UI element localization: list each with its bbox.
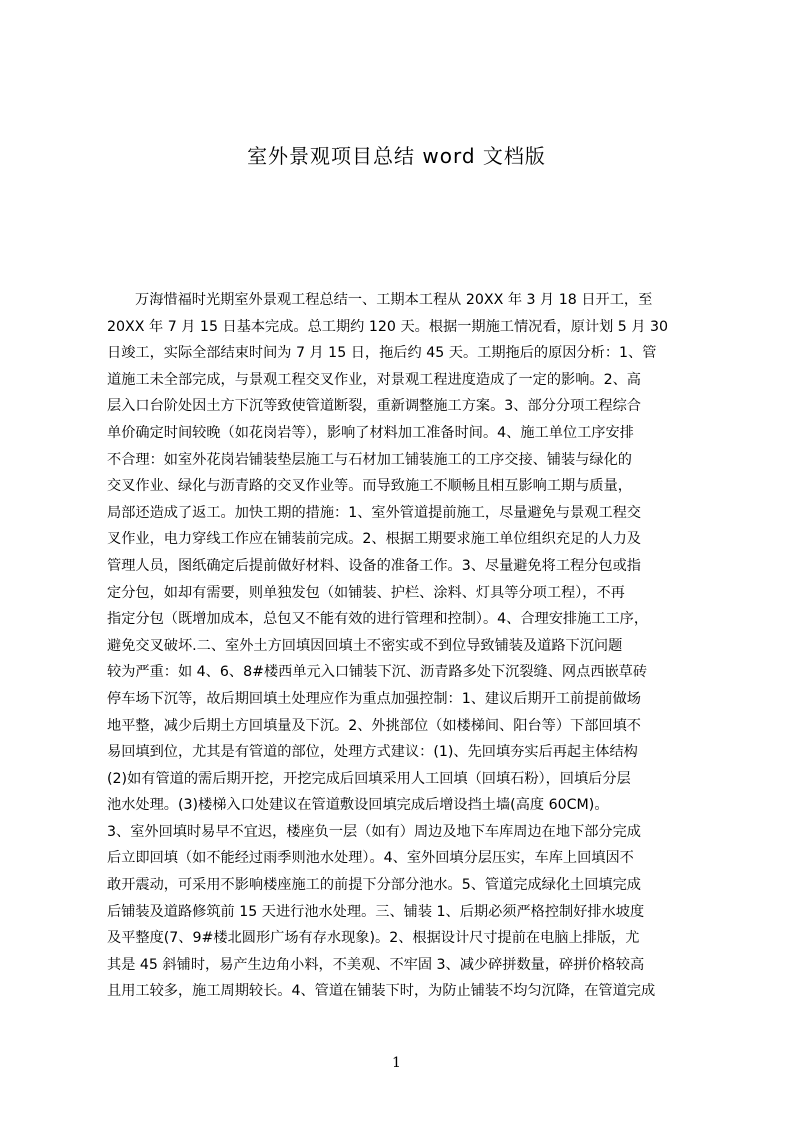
body-line: 不合理：如室外花岗岩铺装垫层施工与石材加工铺装施工的工序交接、铺装与绿化的 [107, 451, 632, 468]
body-line: 20XX 年 7 月 15 日基本完成。总工期约 120 天。根据一期施工情况看，原计划 5 月 30 [107, 318, 669, 335]
document-body [107, 287, 697, 1005]
body-line: 及平整度(7、9#楼北圆形广场有存水现象)。2、根据设计尺寸提前在电脑上排版，尤 [107, 930, 640, 947]
body-line: 管理人员，图纸确定后提前做好材料、设备的准备工作。3、尽量避免将工程分包或指 [107, 557, 641, 574]
document-title: 室外景观项目总结 word 文档版 [247, 144, 546, 168]
body-line: 定分包，如却有需要，则单独发包（如铺装、护栏、涂料、灯具等分项工程），不再 [107, 584, 625, 601]
page-number: 1 [392, 1055, 401, 1071]
body-line: 叉作业，电力穿线工作应在铺装前完成。2、根据工期要求施工单位组织充足的人力及 [107, 531, 641, 548]
body-line: 单价确定时间较晚（如花岗岩等），影响了材料加工准备时间。4、施工单位工序安排 [107, 424, 634, 441]
body-line: 且用工较多，施工周期较长。4、管道在铺装下时，为防止铺装不均匀沉降，在管道完成 [107, 983, 656, 1000]
body-line: 层入口台阶处因土方下沉等致使管道断裂，重新调整施工方案。3、部分分项工程综合 [107, 398, 641, 415]
body-line: 避免交叉破坏.二、室外土方回填因回填土不密实或不到位导致铺装及道路下沉问题 [107, 637, 623, 654]
body-line: 其是 45 斜铺时，易产生边角小料，不美观、不牢固 3、减少碎拼数量，碎拼价格较高 [107, 956, 645, 973]
body-line: 敢开震动，可采用不影响楼座施工的前提下分部分池水。5、管道完成绿化土回填完成 [107, 877, 641, 894]
body-line: 后铺装及道路修筑前 15 天进行池水处理。三、铺装 1、后期必须严格控制好排水坡度 [107, 903, 645, 920]
body-line: (2)如有管道的需后期开挖，开挖完成后回填采用人工回填（回填石粉），回填后分层 [107, 770, 631, 787]
body-line: 易回填到位，尤其是有管道的部位，处理方式建议：(1)、先回填夯实后再起主体结构 [107, 744, 638, 761]
body-line: 池水处理。(3)楼梯入口处建议在管道敷设回填完成后增设挡土墙(高度 60CM)。 [107, 797, 609, 814]
body-line: 3、室外回填时易早不宜迟，楼座负一层（如有）周边及地下车库周边在地下部分完成 [107, 823, 641, 840]
body-line: 后立即回填（如不能经过雨季则池水处理）。4、室外回填分层压实，车库上回填因不 [107, 850, 634, 867]
body-line: 道施工未全部完成，与景观工程交叉作业，对景观工程进度造成了一定的影响。2、高 [107, 371, 641, 388]
body-line: 日竣工，实际全部结束时间为 7 月 15 日，拖后约 45 天。工期拖后的原因分析：1、管 [107, 345, 657, 362]
body-line: 交叉作业、绿化与沥青路的交叉作业等。而导致施工不顺畅且相互影响工期与质量， [107, 478, 632, 495]
body-line: 万海惜福时光期室外景观工程总结一、工期本工程从 20XX 年 3 月 18 日开工，至 [135, 292, 653, 308]
body-line: 较为严重：如 4、6、8#楼西单元入口铺装下沉、沥青路多处下沉裂缝、网点西嵌草砖 [107, 664, 648, 681]
body-line: 地平整，减少后期土方回填量及下沉。2、外挑部位（如楼梯间、阳台等）下部回填不 [107, 717, 641, 734]
body-line: 指定分包（既增加成本，总包又不能有效的进行管理和控制）。4、合理安排施工工序， [107, 611, 649, 628]
body-line: 局部还造成了返工。加快工期的措施：1、室外管道提前施工，尽量避免与景观工程交 [107, 504, 641, 521]
body-line: 停车场下沉等，故后期回填土处理应作为重点加强控制：1、建议后期开工前提前做场 [107, 690, 641, 707]
